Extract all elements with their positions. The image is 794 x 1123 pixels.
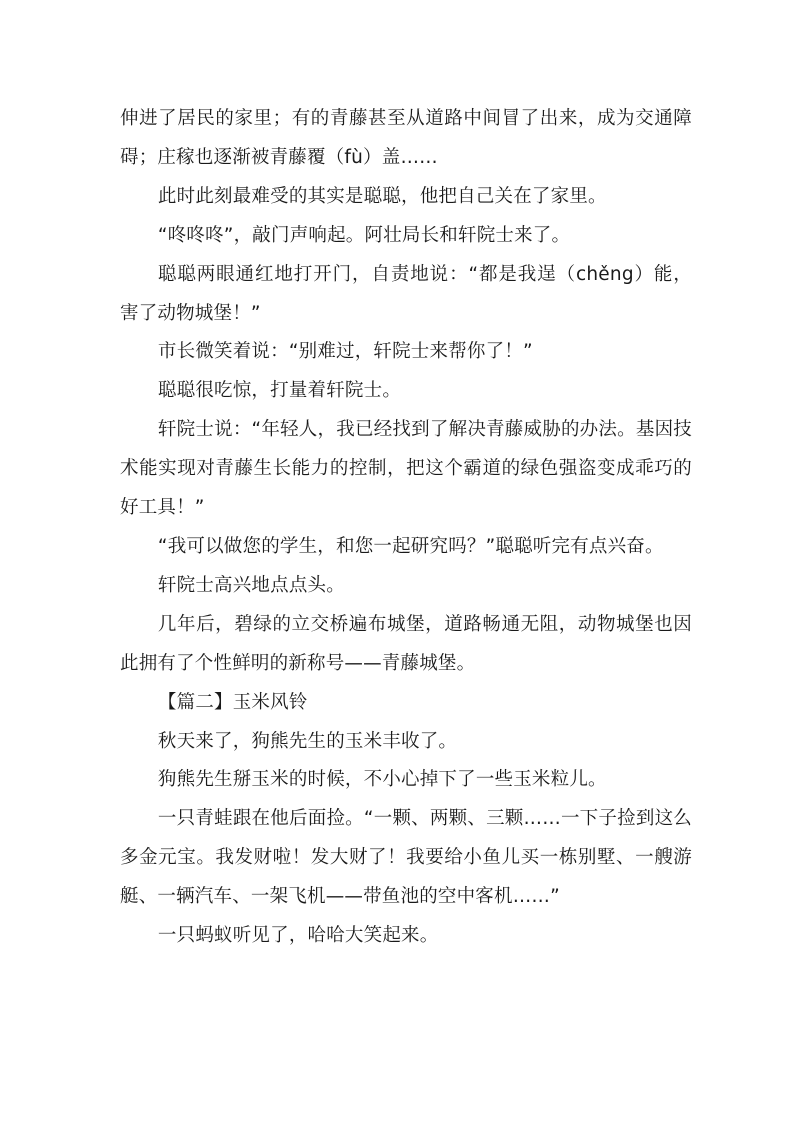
paragraph: 市长微笑着说：“别难过，轩院士来帮你了！” (157, 341, 533, 363)
paragraph: “咚咚咚”，敲门声响起。阿壮局长和轩院士来了。 (157, 224, 571, 246)
paragraph: 一只青蛙跟在他后面捡。“一颗、两颗、三颗……一下子捡到这么多金元宝。我发财啦！发大财了！我要给小鱼儿买一栋别墅、一艘游艇、一辆汽车、一架飞机——带鱼池的空中客机……” (120, 808, 692, 908)
paragraph: 轩院士说：“年轻人，我已经找到了解决青藤威胁的办法。基因技术能实现对青藤生长能力的控制，把这个霸道的绿色强盗变成乖巧的好工具！” (120, 419, 692, 519)
document-body (120, 100, 692, 956)
section-heading: 【篇二】玉米风铃 (157, 691, 308, 713)
paragraph: “我可以做您的学生，和您一起研究吗？”聪聪听完有点兴奋。 (157, 535, 664, 557)
paragraph: 聪聪很吃惊，打量着轩院士。 (157, 380, 402, 402)
paragraph: 狗熊先生掰玉米的时候，不小心掉下了一些玉米粒儿。 (157, 769, 607, 791)
paragraph: 一只蚂蚁听见了，哈哈大笑起来。 (157, 925, 439, 947)
paragraph-continuation: 伸进了居民的家里；有的青藤甚至从道路中间冒了出来，成为交通障碍；庄稼也逐渐被青藤覆（fù）盖…… (120, 108, 692, 168)
paragraph: 聪聪两眼通红地打开门，自责地说：“都是我逞（chěng）能，害了动物城堡！” (120, 263, 692, 324)
paragraph: 秋天来了，狗熊先生的玉米丰收了。 (157, 730, 458, 752)
paragraph: 此时此刻最难受的其实是聪聪，他把自己关在了家里。 (157, 185, 607, 207)
paragraph: 几年后，碧绿的立交桥遍布城堡，道路畅通无阻，动物城堡也因此拥有了个性鲜明的新称号——青藤城堡。 (120, 613, 692, 674)
paragraph: 轩院士高兴地点点头。 (157, 574, 345, 596)
